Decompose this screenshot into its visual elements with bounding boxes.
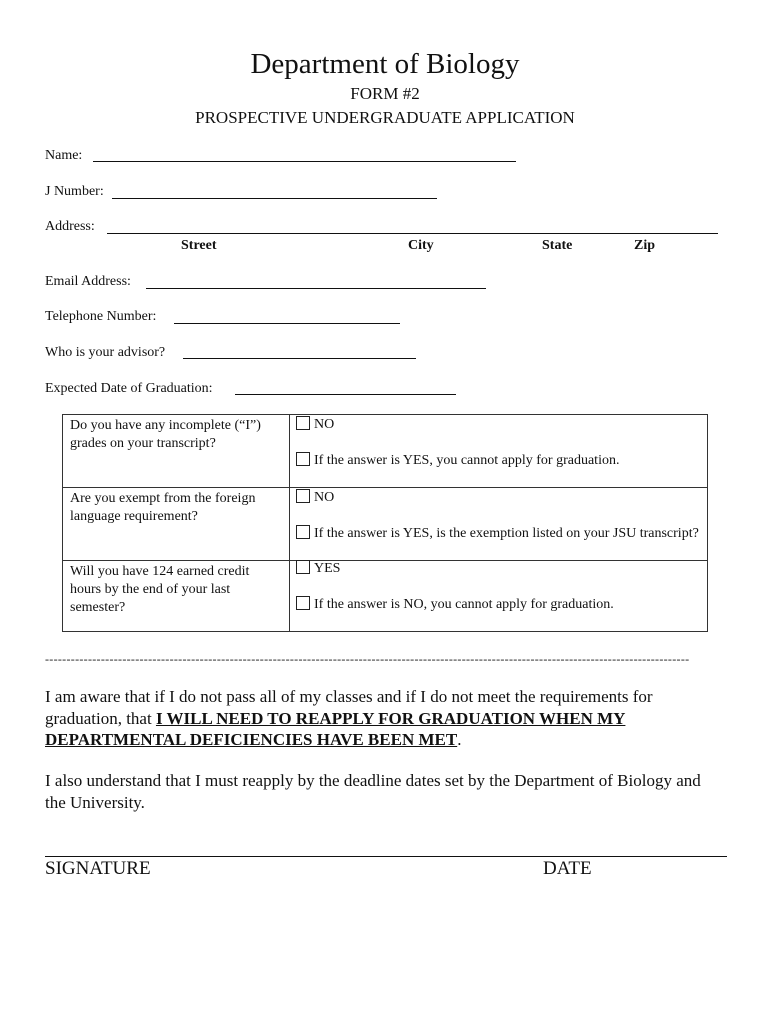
reapply-emphasis: I WILL NEED TO REAPPLY FOR GRADUATION WHEN MY DEPARTMENTAL DEFICIENCIES HAVE BEEN MET — [45, 708, 626, 749]
acknowledgement-text: I am aware that if I do not pass all of my classes and if I do not meet the requirements for graduation, that — [45, 687, 653, 728]
acknowledgement-paragraph — [45, 686, 725, 751]
option-yes — [290, 560, 707, 578]
address-city-caption: City — [408, 238, 434, 253]
question-row-language — [63, 488, 708, 561]
option-no-note-label: If the answer is NO, you cannot apply for graduation. — [314, 597, 614, 612]
answer-cell — [290, 415, 708, 488]
signature-label: SIGNATURE — [45, 858, 151, 879]
option-yes-note — [290, 452, 707, 470]
name-label: Name: — [45, 148, 83, 163]
question-text-language: Are you exempt from the foreign language requirement? — [70, 491, 256, 524]
option-no — [290, 489, 707, 507]
option-yes-note-label: If the answer is YES, is the exemption listed on your JSU transcript? — [314, 526, 699, 541]
email-field[interactable] — [146, 288, 486, 289]
acknowledgement-end: . — [457, 730, 462, 749]
advisor-field[interactable] — [183, 358, 416, 359]
address-street-caption: Street — [181, 238, 217, 253]
address-state-caption: State — [542, 238, 573, 253]
address-field[interactable] — [107, 233, 718, 234]
option-yes-note — [290, 525, 707, 543]
reapply-deadline-paragraph: I also understand that I must reapply by the deadline dates set by the Department of Biology and the University. — [45, 771, 701, 812]
checkbox-yes-note[interactable] — [296, 452, 310, 466]
answer-cell — [290, 488, 708, 561]
dashed-divider: ------------------------------------------------------------------------------------------------------------------------------------------------------ — [45, 652, 690, 666]
advisor-label: Who is your advisor? — [45, 345, 166, 360]
form-number: FORM #2 — [350, 84, 420, 103]
form-title: Department of Biology — [250, 48, 520, 80]
question-text-credit-hours: Will you have 124 earned credit hours by the end of your last semester? — [70, 564, 250, 615]
checkbox-no-note[interactable] — [296, 596, 310, 610]
telephone-field[interactable] — [174, 323, 400, 324]
telephone-label: Telephone Number: — [45, 309, 157, 324]
option-no-label: NO — [314, 417, 335, 432]
question-row-credit-hours — [63, 561, 708, 632]
checkbox-yes[interactable] — [296, 560, 310, 574]
checkbox-no[interactable] — [296, 489, 310, 503]
date-label: DATE — [543, 858, 592, 879]
question-cell — [63, 561, 290, 632]
address-label: Address: — [45, 219, 95, 234]
option-no-label: NO — [314, 490, 335, 505]
option-yes-label: YES — [314, 561, 341, 576]
question-cell — [63, 415, 290, 488]
email-label: Email Address: — [45, 274, 131, 289]
checkbox-yes-note[interactable] — [296, 525, 310, 539]
jnumber-label: J Number: — [45, 184, 104, 199]
option-yes-note-label: If the answer is YES, you cannot apply for graduation. — [314, 453, 620, 468]
graduation-date-label: Expected Date of Graduation: — [45, 381, 213, 396]
name-field[interactable] — [93, 161, 516, 162]
checkbox-no[interactable] — [296, 416, 310, 430]
answer-cell — [290, 561, 708, 632]
question-cell — [63, 488, 290, 561]
form-subtitle: PROSPECTIVE UNDERGRADUATE APPLICATION — [195, 108, 575, 127]
graduation-date-field[interactable] — [235, 394, 456, 395]
jnumber-field[interactable] — [112, 198, 437, 199]
address-zip-caption: Zip — [634, 238, 656, 253]
option-no-note — [290, 596, 707, 614]
signature-date-line[interactable] — [45, 856, 727, 857]
option-no — [290, 416, 707, 434]
question-text-incomplete: Do you have any incomplete (“I”) grades on your transcript? — [70, 418, 261, 451]
eligibility-questions-table — [62, 414, 708, 632]
question-row-incomplete — [63, 415, 708, 488]
